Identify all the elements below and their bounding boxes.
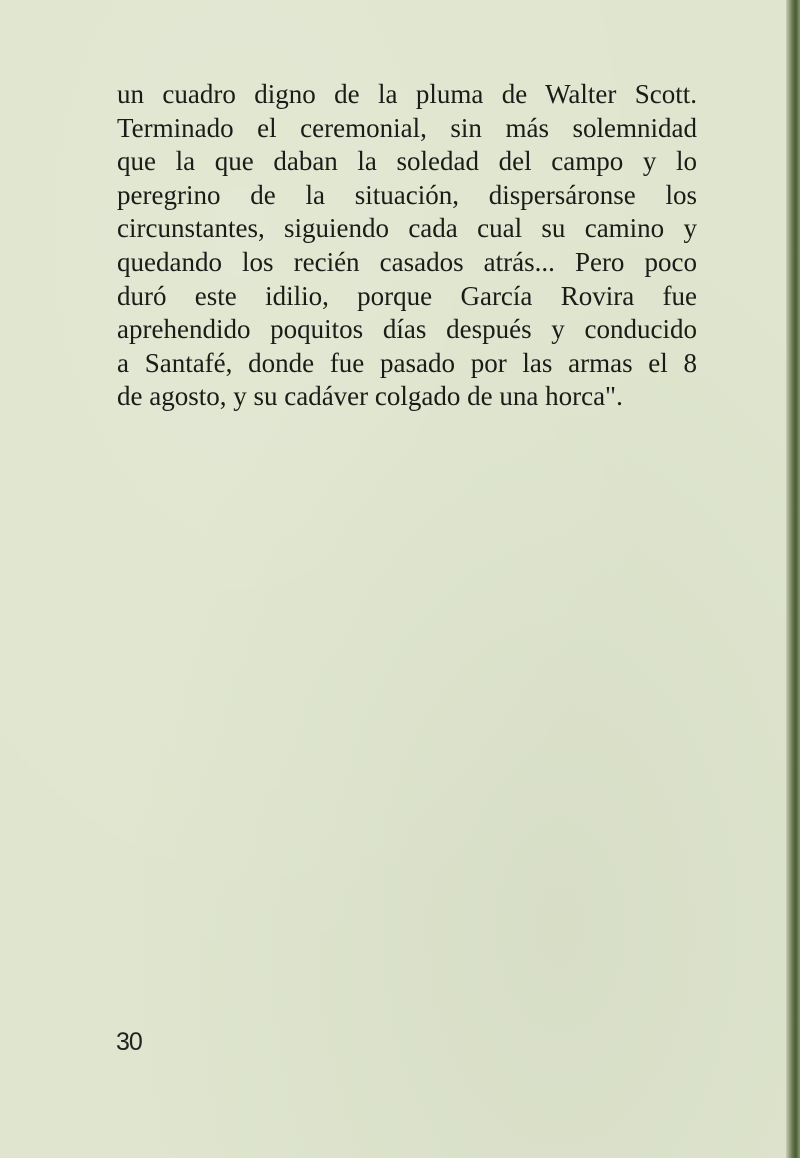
text-line: circunstantes, siguiendo cada cual su camino y — [117, 213, 697, 244]
text-line: quedando los recién casados atrás... Pero poco — [117, 246, 697, 277]
text-line: duró este idilio, porque García Rovira fue — [117, 280, 697, 311]
text-line: que la que daban la soledad del campo y lo — [117, 146, 697, 177]
body-paragraph — [117, 78, 697, 414]
page-edge-shadow — [786, 0, 800, 1158]
text-line: un cuadro digno de la pluma de Walter Scott. — [117, 79, 697, 109]
text-line: aprehendido poquitos días después y conducido — [117, 314, 697, 345]
page-number: 30 — [116, 1028, 142, 1056]
text-line: peregrino de la situación, dispersáronse los — [117, 179, 697, 210]
text-line: de agosto, y su cadáver colgado de una horca". — [117, 381, 623, 412]
text-line: a Santafé, donde fue pasado por las armas el 8 — [117, 347, 697, 378]
text-line: Terminado el ceremonial, sin más solemnidad — [117, 112, 697, 143]
